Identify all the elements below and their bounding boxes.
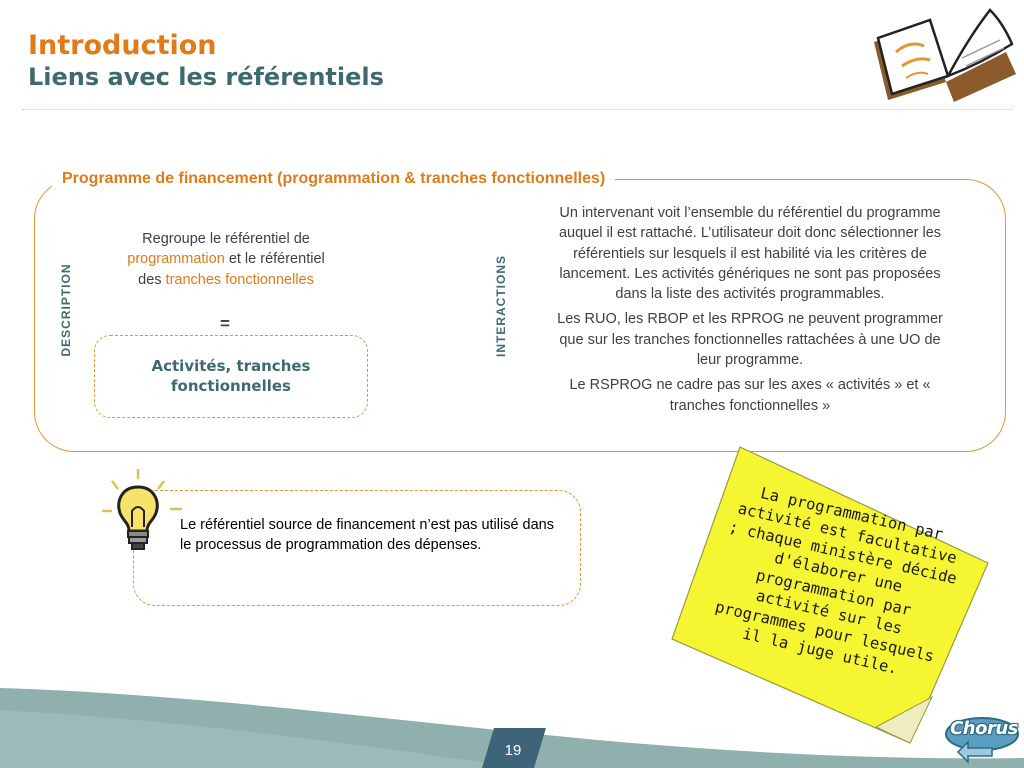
interactions-text xyxy=(550,203,950,421)
activities-result-text: Activités, tranches fonctionnelles xyxy=(151,357,311,395)
activities-box xyxy=(94,335,368,418)
interactions-paragraph-2: Les RUO, les RBOP et les RPROG ne peuvent programmer que sur les tranches fonctionnelles rattachées à une UO de leur programme. xyxy=(557,311,943,369)
description-highlight-tranches: tranches fonctionnelles xyxy=(165,271,314,288)
description-part2: et le référentiel des xyxy=(138,251,325,288)
lightbulb-icon xyxy=(98,465,184,555)
note-text: Le référentiel source de financement n’est pas utilisé dans le processus de programmation des dépenses. xyxy=(180,517,554,554)
page-number: 19 xyxy=(504,742,522,759)
description-label: DESCRIPTION xyxy=(59,263,73,357)
title-divider xyxy=(22,109,1012,110)
open-book-icon xyxy=(866,4,1022,104)
sticky-note-text: La programmation par activité est facultative ; chaque ministère décide d'élaborer une programmation par activité sur les programmes pour lesquels il la juge utile. xyxy=(713,484,959,678)
slide-title: Introduction xyxy=(28,30,217,61)
description-text xyxy=(118,229,334,290)
program-section-title: Programme de financement (programmation & tranches fonctionnelles) xyxy=(52,170,615,188)
description-highlight-programmation: programmation xyxy=(127,251,225,268)
chorus-logo-text: Chorus xyxy=(950,718,1018,739)
slide-subtitle: Liens avec les référentiels xyxy=(28,63,384,91)
description-part1: Regroupe le référentiel de xyxy=(142,231,310,247)
interactions-paragraph-3: Le RSPROG ne cadre pas sur les axes « activités » et « tranches fonctionnelles » xyxy=(569,377,931,414)
interactions-label: INTERACTIONS xyxy=(494,255,508,357)
equals-sign: = xyxy=(220,314,230,333)
interactions-paragraph-1: Un intervenant voit l’ensemble du référentiel du programme auquel il est rattaché. L’utilisateur doit donc sélectionner les référentiels sur lesquels il est habilité via les critères de lancement. Les activités génériques ne sont pas proposées dans la liste des activités programmables. xyxy=(558,205,942,303)
